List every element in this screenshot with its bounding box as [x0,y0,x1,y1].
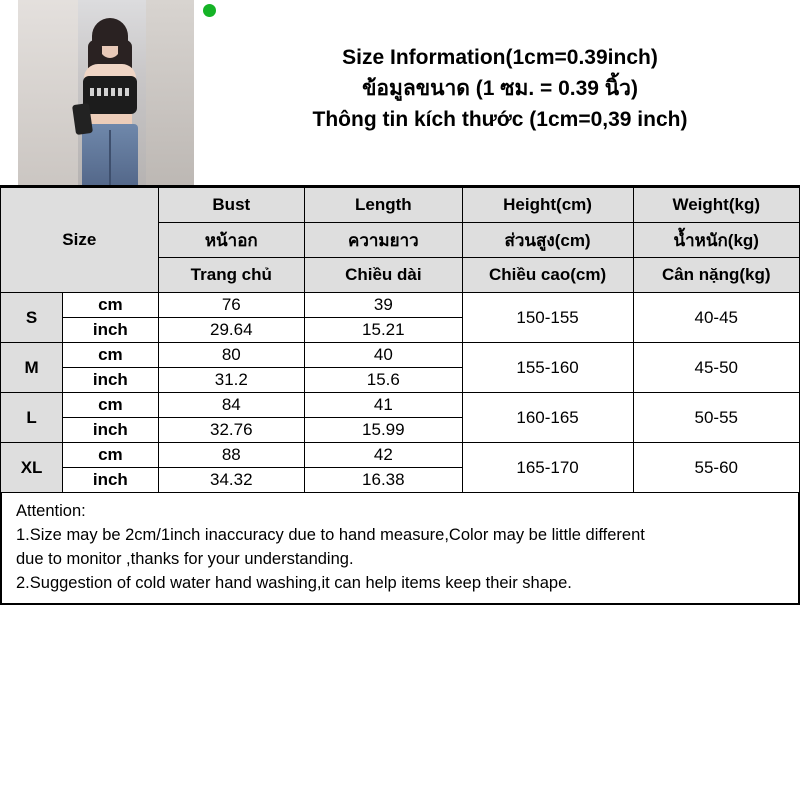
photo-wall-right [146,0,194,185]
title-block [200,42,800,135]
row-m-bust-cm: 80 [158,343,304,368]
row-l-length-inch: 15.99 [305,418,463,443]
row-xl-unit-cm: cm [63,443,158,468]
attention-line-3: 2.Suggestion of cold water hand washing,it can help items keep their shape. [16,574,572,592]
row-xl-weight: 55-60 [633,443,800,493]
row-l-unit-inch: inch [63,418,158,443]
row-m-unit-cm: cm [63,343,158,368]
row-m-length-cm: 40 [305,343,463,368]
row-s-bust-inch: 29.64 [158,318,304,343]
row-l-bust-cm: 84 [158,393,304,418]
table-row [1,293,800,318]
row-size-xl: XL [1,443,63,493]
row-s-bust-cm: 76 [158,293,304,318]
attention-line-1: 1.Size may be 2cm/1inch inaccuracy due to hand measure,Color may be little different [16,526,645,544]
title-line-th: ข้อมูลขนาด (1 ซม. = 0.39 นิ้ว) [362,77,638,100]
header-weight-vi: Cân nặng(kg) [633,258,800,293]
header-length-th: ความยาว [305,223,463,258]
header-weight-en: Weight(kg) [633,188,800,223]
header-height-vi: Chiều cao(cm) [462,258,633,293]
row-m-unit-inch: inch [63,368,158,393]
size-header-cell: Size [1,188,159,293]
row-s-length-inch: 15.21 [305,318,463,343]
table-row [1,393,800,418]
row-l-bust-inch: 32.76 [158,418,304,443]
photo-wall-left [18,0,78,185]
row-l-height: 160-165 [462,393,633,443]
row-l-length-cm: 41 [305,393,463,418]
title-line-vi: Thông tin kích thước (1cm=0,39 inch) [312,108,688,131]
attention-section [0,493,800,605]
size-table [0,187,800,493]
row-l-weight: 50-55 [633,393,800,443]
row-s-unit-cm: cm [63,293,158,318]
row-xl-height: 165-170 [462,443,633,493]
row-s-unit-inch: inch [63,318,158,343]
row-xl-length-inch: 16.38 [305,468,463,493]
title-line-en: Size Information(1cm=0.39inch) [342,46,658,69]
row-s-height: 150-155 [462,293,633,343]
header-length-en: Length [305,188,463,223]
row-m-bust-inch: 31.2 [158,368,304,393]
row-xl-length-cm: 42 [305,443,463,468]
model-top-print [90,88,130,96]
row-s-weight: 40-45 [633,293,800,343]
row-size-m: M [1,343,63,393]
header-bust-en: Bust [158,188,304,223]
model-jeans-seam [109,130,111,185]
header-height-en: Height(cm) [462,188,633,223]
header-bust-vi: Trang chủ [158,258,304,293]
table-header-row-en [1,188,800,223]
row-m-weight: 45-50 [633,343,800,393]
row-size-l: L [1,393,63,443]
row-m-length-inch: 15.6 [305,368,463,393]
attention-heading: Attention: [16,502,86,520]
green-status-dot-icon [203,4,216,17]
row-xl-unit-inch: inch [63,468,158,493]
table-row [1,343,800,368]
header-bust-th: หน้าอก [158,223,304,258]
attention-line-2: due to monitor ,thanks for your understanding. [16,550,354,568]
row-m-height: 155-160 [462,343,633,393]
row-xl-bust-cm: 88 [158,443,304,468]
table-row [1,443,800,468]
footer-space [0,605,800,661]
model-figure [70,18,148,185]
header-length-vi: Chiều dài [305,258,463,293]
header-height-th: ส่วนสูง(cm) [462,223,633,258]
row-l-unit-cm: cm [63,393,158,418]
row-s-length-cm: 39 [305,293,463,318]
row-xl-bust-inch: 34.32 [158,468,304,493]
header-section [0,0,800,187]
product-photo [18,0,194,185]
header-weight-th: น้ำหนัก(kg) [633,223,800,258]
row-size-s: S [1,293,63,343]
